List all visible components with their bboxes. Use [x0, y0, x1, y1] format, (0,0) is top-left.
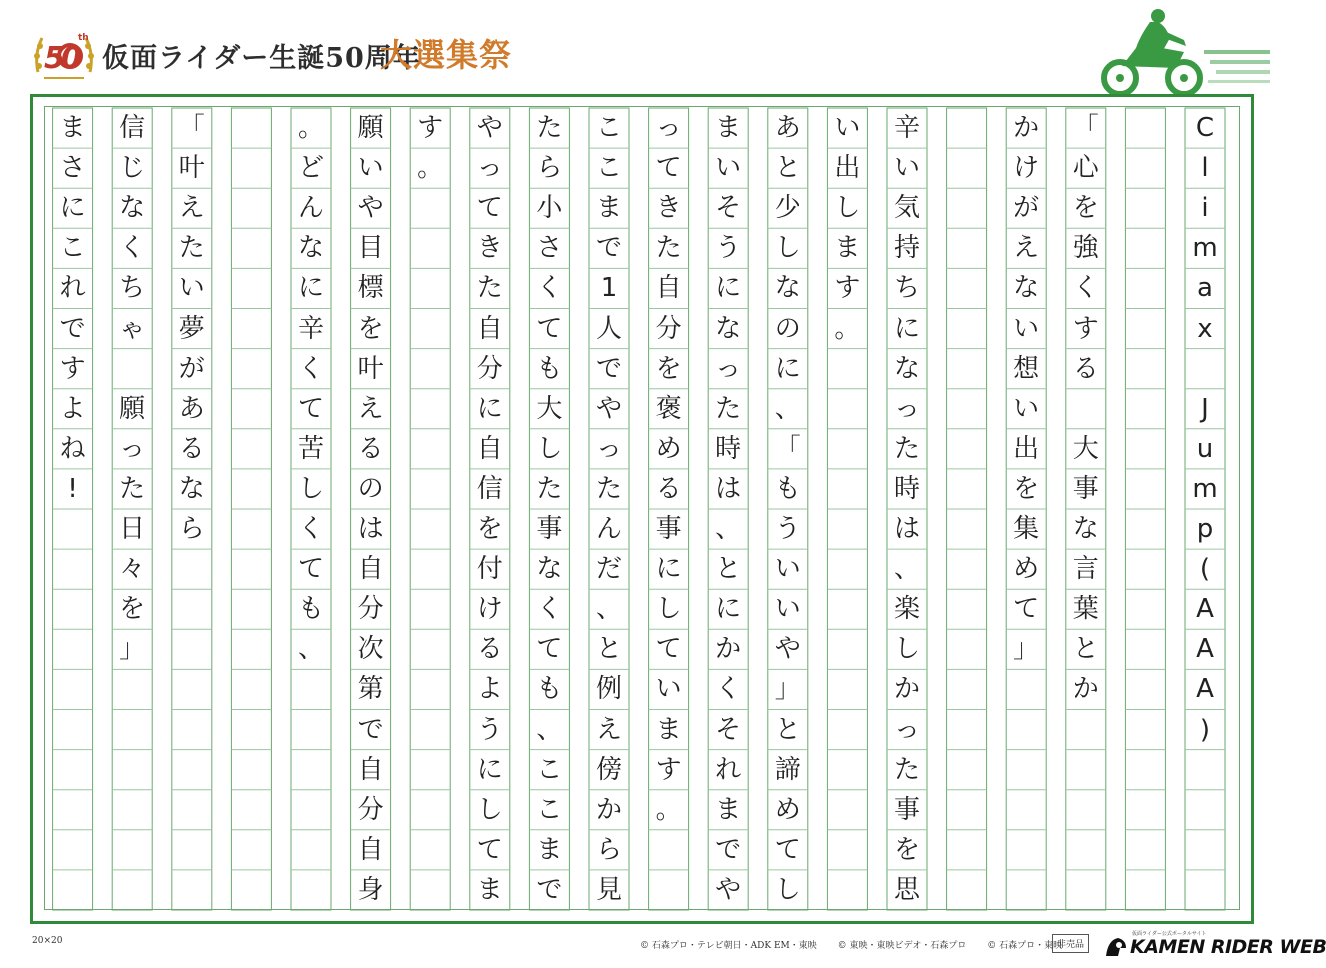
manuscript-character: に: [893, 313, 920, 344]
manuscript-character: や: [476, 113, 503, 143]
manuscript-character: い: [1013, 393, 1040, 424]
manuscript-character: の: [774, 313, 801, 344]
manuscript-character: て: [1013, 594, 1040, 625]
manuscript-character: 」: [1013, 634, 1040, 665]
manuscript-character: た: [655, 233, 682, 264]
manuscript-character: や: [595, 393, 622, 424]
manuscript-character: 分: [655, 313, 682, 344]
manuscript-character: ち: [893, 273, 920, 304]
manuscript-character: J: [1201, 393, 1209, 424]
manuscript-character: 出: [1013, 433, 1040, 464]
manuscript-character: 強: [1072, 233, 1099, 264]
manuscript-character: い: [774, 594, 801, 625]
manuscript-character: 。: [417, 153, 444, 184]
manuscript-character: 大: [1072, 433, 1099, 464]
manuscript-character: じ: [119, 153, 146, 184]
manuscript-character: 、: [774, 393, 801, 424]
manuscript-character: い: [715, 153, 742, 184]
manuscript-character: を: [119, 594, 146, 625]
manuscript-character: か: [1013, 113, 1040, 143]
manuscript-character: 少: [774, 193, 801, 224]
manuscript-character: て: [476, 193, 503, 224]
manuscript-character: だ: [595, 554, 622, 585]
manuscript-character: か: [893, 674, 920, 705]
manuscript-character: た: [893, 754, 920, 785]
manuscript-character: な: [1072, 514, 1099, 544]
manuscript-character: ま: [715, 113, 742, 143]
manuscript-character: た: [595, 473, 622, 504]
manuscript-character: 事: [536, 514, 563, 544]
manuscript-character: こ: [536, 794, 563, 825]
manuscript-character: 自: [655, 273, 682, 304]
manuscript-character: っ: [893, 393, 920, 424]
manuscript-character: ん: [297, 193, 324, 224]
manuscript-character: も: [536, 674, 563, 705]
manuscript-character: い: [893, 153, 920, 184]
logo-suffix: th: [78, 33, 89, 43]
manuscript-character: 願: [357, 113, 384, 143]
manuscript-character: を: [893, 834, 920, 865]
manuscript-character: こ: [536, 754, 563, 785]
manuscript-character: め: [1013, 554, 1040, 585]
manuscript-character: い: [357, 153, 384, 184]
manuscript-character: l: [1201, 153, 1209, 184]
manuscript-character: す: [59, 353, 86, 384]
manuscript-character: i: [1201, 193, 1209, 224]
manuscript-character: て: [297, 554, 324, 585]
manuscript-character: る: [655, 473, 682, 504]
manuscript-character: し: [536, 433, 563, 464]
manuscript-character: 想: [1013, 353, 1040, 384]
manuscript-character: な: [178, 473, 205, 504]
manuscript-character: て: [297, 393, 324, 424]
manuscript-character: け: [1013, 153, 1040, 184]
manuscript-character: た: [536, 113, 563, 143]
manuscript-character: 小: [536, 193, 563, 224]
manuscript-character: 自: [357, 554, 384, 585]
manuscript-character: す: [655, 754, 682, 785]
manuscript-character: し: [834, 193, 861, 224]
manuscript-character: 楽: [893, 594, 920, 625]
manuscript-character: 、: [595, 594, 622, 625]
manuscript-character: x: [1197, 313, 1213, 344]
manuscript-character: え: [357, 393, 384, 424]
manuscript-character: に: [715, 594, 742, 625]
manuscript-character: を: [476, 514, 503, 544]
manuscript-character: で: [595, 233, 622, 264]
manuscript-character: 苦: [297, 433, 324, 464]
credit-2: © 東映・東映ビデオ・石森プロ: [837, 941, 967, 951]
manuscript-character: や: [774, 634, 801, 665]
manuscript-character: に: [655, 554, 682, 585]
manuscript-character: 例: [595, 674, 622, 705]
manuscript-character: 持: [893, 233, 920, 264]
manuscript-character: 「: [178, 113, 205, 143]
manuscript-character: く: [536, 273, 563, 304]
manuscript-character: 辛: [893, 113, 920, 143]
manuscript-character: う: [476, 714, 503, 745]
manuscript-character: C: [1195, 113, 1215, 143]
manuscript-character: 「: [774, 433, 801, 464]
manuscript-character: な: [297, 233, 324, 264]
manuscript-character: は: [893, 514, 920, 544]
manuscript-character: い: [1013, 313, 1040, 344]
manuscript-character: も: [536, 353, 563, 384]
manuscript-character: 気: [893, 193, 920, 224]
manuscript-character: で: [715, 834, 742, 865]
manuscript-character: ん: [595, 514, 622, 544]
manuscript-character: る: [476, 634, 503, 665]
manuscript-character: 々: [119, 554, 146, 585]
manuscript-character: な: [1013, 273, 1040, 304]
manuscript-character: 出: [834, 153, 861, 184]
manuscript-character: 」: [774, 674, 801, 705]
manuscript-character: 大: [536, 393, 563, 424]
credit-1: © 石森プロ・テレビ朝日・ADK EM・東映: [640, 941, 817, 951]
manuscript-character: そ: [715, 193, 742, 224]
manuscript-character: に: [59, 193, 86, 224]
manuscript-character: て: [655, 634, 682, 665]
manuscript-character: る: [178, 433, 205, 464]
manuscript-character: で: [357, 714, 384, 745]
manuscript-character: に: [297, 273, 324, 304]
manuscript-character: と: [774, 153, 801, 184]
manuscript-character: 日: [119, 514, 146, 544]
manuscript-character: A: [1196, 634, 1214, 665]
manuscript-character: え: [1013, 233, 1040, 264]
manuscript-character: 辛: [297, 313, 324, 344]
manuscript-character: 自: [476, 313, 503, 344]
logo-number: 50: [44, 41, 78, 76]
manuscript-character: な: [715, 313, 742, 344]
manuscript-character: の: [357, 473, 384, 504]
manuscript-character: た: [178, 233, 205, 264]
manuscript-character: よ: [476, 674, 503, 705]
manuscript-character: く: [297, 514, 324, 544]
manuscript-character: な: [119, 193, 146, 224]
manuscript-character: く: [119, 233, 146, 264]
manuscript-character: で: [536, 874, 563, 905]
manuscript-character: 事: [655, 514, 682, 544]
manuscript-character: 目: [357, 233, 384, 264]
manuscript-character: し: [774, 233, 801, 264]
manuscript-character: よ: [59, 393, 86, 424]
page-title-accent: 大選集祭: [380, 36, 513, 74]
manuscript-character: 分: [357, 794, 384, 825]
manuscript-character: た: [536, 473, 563, 504]
manuscript-character: す: [834, 273, 861, 304]
manuscript-character: っ: [893, 714, 920, 745]
manuscript-character: ゃ: [119, 313, 146, 344]
manuscript-character: ね: [59, 433, 86, 464]
manuscript-character: も: [774, 473, 801, 504]
kamen-rider-web-logo: [1104, 930, 1326, 960]
manuscript-character: 願: [119, 393, 146, 424]
manuscript-character: 、: [893, 554, 920, 585]
manuscript-character: そ: [715, 714, 742, 745]
manuscript-character: 諦: [774, 754, 801, 785]
manuscript-character: !: [67, 473, 78, 504]
manuscript-character: 、: [715, 514, 742, 544]
manuscript-character: し: [476, 794, 503, 825]
manuscript-character: 標: [357, 273, 384, 304]
manuscript-character: 言: [1072, 554, 1099, 585]
manuscript-character: 集: [1013, 514, 1040, 544]
manuscript-character: か: [715, 634, 742, 665]
manuscript-character: 思: [893, 874, 920, 905]
manuscript-character: や: [715, 874, 742, 905]
manuscript-character: a: [1197, 273, 1213, 304]
manuscript-character: ま: [715, 794, 742, 825]
manuscript-character: し: [774, 874, 801, 905]
manuscript-character: い: [774, 554, 801, 585]
manuscript-character: に: [715, 273, 742, 304]
manuscript-character: (: [1199, 554, 1211, 585]
manuscript-character: が: [1013, 193, 1040, 224]
manuscript-character: る: [1072, 353, 1099, 384]
manuscript-character: 、: [297, 634, 324, 665]
manuscript-character: ら: [536, 153, 563, 184]
manuscript-character: い: [834, 113, 861, 143]
manuscript-character: れ: [59, 273, 86, 304]
manuscript-character: と: [715, 554, 742, 585]
manuscript-character: う: [774, 514, 801, 544]
manuscript-character: 事: [893, 794, 920, 825]
manuscript-character: た: [893, 433, 920, 464]
manuscript-character: し: [893, 634, 920, 665]
manuscript-character: く: [715, 674, 742, 705]
manuscript-character: 自: [476, 433, 503, 464]
brand-name: KAMEN RIDER WEB: [1130, 936, 1326, 958]
manuscript-character: に: [476, 393, 503, 424]
manuscript-character: な: [774, 273, 801, 304]
manuscript-character: っ: [655, 113, 682, 143]
manuscript-character: え: [595, 714, 622, 745]
manuscript-character: く: [536, 594, 563, 625]
manuscript-character: え: [178, 193, 205, 224]
manuscript-character: m: [1192, 233, 1218, 264]
manuscript-character: m: [1192, 473, 1218, 504]
brand-subtitle: 仮面ライダー公式ポータルサイト: [1132, 931, 1207, 937]
manuscript-character: し: [655, 594, 682, 625]
manuscript-character: た: [715, 393, 742, 424]
manuscript-character: て: [774, 834, 801, 865]
manuscript-character: た: [119, 473, 146, 504]
manuscript-character: こ: [595, 153, 622, 184]
manuscript-character: 事: [1072, 473, 1099, 504]
manuscript-character: は: [715, 473, 742, 504]
manuscript-character: に: [476, 754, 503, 785]
not-for-sale-badge: 非売品: [1052, 934, 1089, 953]
manuscript-character: や: [357, 193, 384, 224]
manuscript-character: 夢: [178, 313, 205, 344]
manuscript-character: く: [297, 353, 324, 384]
credit-3: © 石森プロ・東映: [987, 941, 1063, 951]
manuscript-character: 自: [357, 754, 384, 785]
manuscript-character: て: [536, 313, 563, 344]
manuscript-character: あ: [774, 113, 801, 143]
manuscript-character: か: [595, 794, 622, 825]
copyright-credits: [640, 938, 1080, 951]
manuscript-character: ち: [119, 273, 146, 304]
manuscript-character: 自: [357, 834, 384, 865]
manuscript-character: 見: [595, 874, 622, 905]
manuscript-character: さ: [536, 233, 563, 264]
manuscript-character: ま: [59, 113, 86, 143]
manuscript-character: い: [178, 273, 205, 304]
manuscript-character: っ: [595, 433, 622, 464]
manuscript-character: れ: [715, 754, 742, 785]
manuscript-character: っ: [476, 153, 503, 184]
manuscript-character: A: [1196, 594, 1214, 625]
manuscript-character: は: [357, 514, 384, 544]
manuscript-character: っ: [715, 353, 742, 384]
manuscript-character: 時: [715, 433, 742, 464]
manuscript-character: 分: [357, 594, 384, 625]
manuscript-character: A: [1196, 674, 1214, 705]
rider-mask-icon: [1104, 936, 1128, 958]
manuscript-character: ら: [595, 834, 622, 865]
manuscript-character: き: [476, 233, 503, 264]
manuscript-character: て: [655, 153, 682, 184]
manuscript-character: っ: [119, 433, 146, 464]
manuscript-character: ま: [536, 834, 563, 865]
page-title: 仮面ライダー生誕50周年: [102, 43, 421, 74]
manuscript-character: 分: [476, 353, 503, 384]
manuscript-character: こ: [59, 233, 86, 264]
manuscript-character: と: [595, 634, 622, 665]
manuscript-character: 葉: [1072, 594, 1099, 625]
manuscript-character: 信: [119, 113, 146, 143]
manuscript-character: ま: [655, 714, 682, 745]
manuscript-character: 心: [1072, 153, 1099, 184]
manuscript-character: が: [178, 353, 205, 384]
manuscript-character: 身: [357, 874, 384, 905]
manuscript-character: ら: [178, 514, 205, 544]
manuscript-character: う: [715, 233, 742, 264]
manuscript-character: い: [655, 674, 682, 705]
manuscript-character: 」: [119, 634, 146, 665]
manuscript-character: で: [59, 313, 86, 344]
manuscript-character: ど: [297, 153, 324, 184]
manuscript-character: 「: [1072, 113, 1099, 143]
manuscript-character: 褒: [655, 393, 682, 424]
manuscript-character: ま: [476, 874, 503, 905]
manuscript-character: を: [357, 313, 384, 344]
manuscript-character: p: [1196, 514, 1214, 544]
manuscript-character: 時: [893, 473, 920, 504]
manuscript-character: ま: [595, 193, 622, 224]
manuscript-character: た: [476, 273, 503, 304]
grid-size-label: 20×20: [32, 936, 63, 946]
manuscript-character: 。: [297, 113, 324, 143]
manuscript-character: し: [297, 473, 324, 504]
manuscript-character: ま: [834, 233, 861, 264]
manuscript-character: ): [1199, 714, 1211, 745]
manuscript-character: て: [536, 634, 563, 665]
manuscript-character: な: [893, 353, 920, 384]
manuscript-character: あ: [178, 393, 205, 424]
manuscript-character: 。: [655, 794, 682, 825]
manuscript-character: 叶: [178, 153, 205, 184]
manuscript-character: け: [476, 594, 503, 625]
manuscript-character: 信: [476, 473, 503, 504]
manuscript-character: と: [1072, 634, 1099, 665]
manuscript-character: に: [774, 353, 801, 384]
manuscript-character: 。: [834, 313, 861, 344]
manuscript-character: 人: [595, 313, 622, 344]
manuscript-character: 1: [600, 273, 618, 304]
manuscript-character: 第: [357, 674, 384, 705]
manuscript-character: す: [1072, 313, 1099, 344]
manuscript-character: る: [357, 433, 384, 464]
manuscript-character: で: [595, 353, 622, 384]
manuscript-character: を: [1013, 473, 1040, 504]
manuscript-character: め: [655, 433, 682, 464]
manuscript-character: を: [655, 353, 682, 384]
manuscript-character: 付: [476, 554, 503, 585]
manuscript-character: と: [774, 714, 801, 745]
manuscript-character: u: [1196, 433, 1214, 464]
manuscript-character: め: [774, 794, 801, 825]
manuscript-character: な: [536, 554, 563, 585]
manuscript-character: か: [1072, 674, 1099, 705]
manuscript-character: き: [655, 193, 682, 224]
manuscript-character: 、: [536, 714, 563, 745]
manuscript-character: こ: [595, 113, 622, 143]
manuscript-character: も: [297, 594, 324, 625]
manuscript-character: 傍: [595, 754, 622, 785]
manuscript-character: を: [1072, 193, 1099, 224]
manuscript-character: す: [417, 113, 444, 143]
manuscript-character: 次: [357, 634, 384, 665]
manuscript-character: く: [1072, 273, 1099, 304]
manuscript-character: 叶: [357, 353, 384, 384]
manuscript-character: さ: [59, 153, 86, 184]
manuscript-character: て: [476, 834, 503, 865]
